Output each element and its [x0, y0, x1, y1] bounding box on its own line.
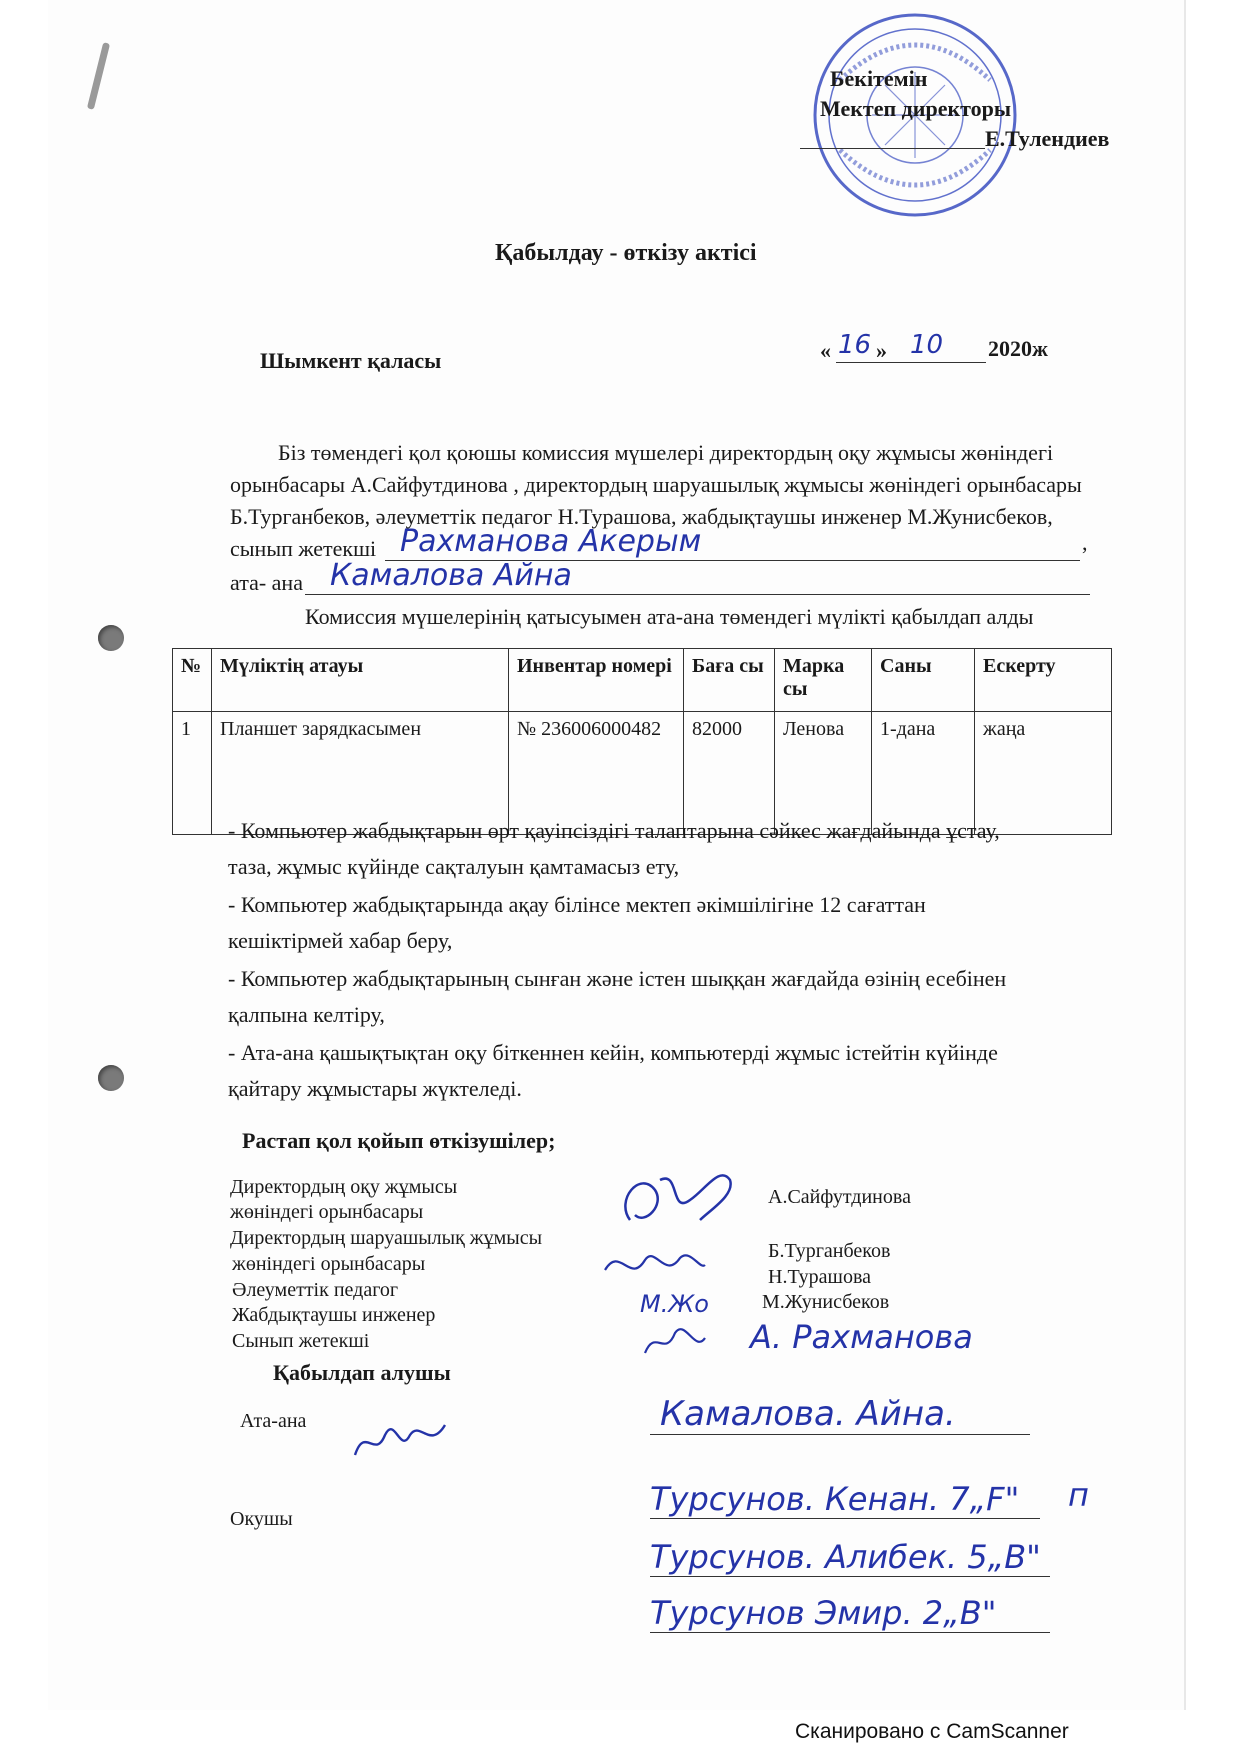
duty-line-4: кешіктірмей хабар беру, — [228, 928, 453, 953]
date-underline — [836, 362, 986, 363]
cell-number: 1 — [173, 712, 212, 835]
signature-parent — [350, 1410, 450, 1470]
signature-class-teacher: А. Рахманова — [750, 1318, 973, 1356]
cell-brand: Ленова — [775, 712, 872, 835]
intro-line-3: Б.Турганбеков, әлеуметтік педагог Н.Турашова, жабдықтаушы инженер М.Жунисбеков, — [230, 504, 1053, 529]
parent-role: Ата-ана — [240, 1410, 307, 1432]
parent-name-line — [650, 1434, 1030, 1435]
approval-line-1: Бекітемін — [830, 66, 928, 91]
header-name: Мүліктің атауы — [212, 649, 509, 712]
duty-line-5: - Компьютер жабдықтарының сынған және істен шыққан жағдайда өзінің есебінен — [228, 966, 1007, 991]
header-number: № — [173, 649, 212, 712]
duty-line-8: қайтару жұмыстары жүктеледі. — [228, 1076, 522, 1101]
role-1: Директордың оқу жұмысы — [230, 1176, 458, 1198]
class-teacher-handwritten: Рахманова Акерым — [400, 524, 702, 559]
parent-handwritten: Камалова Айна — [330, 558, 572, 593]
header-price: Баға сы — [684, 649, 775, 712]
signature-turganbekov — [600, 1240, 710, 1290]
property-table — [172, 648, 1112, 835]
cell-quantity: 1-дана — [872, 712, 975, 835]
header-note: Ескерту — [975, 649, 1112, 712]
signer-name-2: Б.Турганбеков — [768, 1240, 891, 1262]
signature-turashova — [640, 1318, 710, 1368]
role-2: жөніндегі орынбасары — [230, 1201, 424, 1223]
cell-name: Планшет зарядкасымен — [212, 712, 509, 835]
student-role: Окушы — [230, 1508, 293, 1530]
role-5: Әлеуметтік педагог — [232, 1279, 399, 1301]
role-4: жөніндегі орынбасары — [232, 1253, 426, 1275]
student-line-3 — [650, 1632, 1050, 1633]
date-open-quote: « — [820, 338, 831, 363]
approval-line-2: Мектеп директоры — [820, 96, 1012, 121]
approval-signature-line — [800, 148, 985, 149]
date-close-quote: » — [876, 338, 887, 363]
role-6: Жабдықтаушы инженер — [232, 1304, 436, 1326]
punch-hole-bottom — [98, 1065, 124, 1091]
class-teacher-label: сынып жетекші — [230, 536, 377, 561]
city: Шымкент қаласы — [260, 348, 442, 373]
receiver-heading: Қабылдап алушы — [273, 1360, 451, 1385]
student-line-2 — [650, 1576, 1050, 1577]
approval-director-name: Е.Тулендиев — [985, 126, 1110, 151]
header-brand: Марка сы — [775, 649, 872, 712]
role-3: Директордың шаруашылық жұмысы — [230, 1227, 543, 1249]
cell-note: жаңа — [975, 712, 1112, 835]
class-teacher-comma: , — [1082, 530, 1088, 555]
cell-inventory: № 236006000482 — [509, 712, 684, 835]
lead-text: Комиссия мүшелерінің қатысуымен ата-ана төмендегі мүлікті қабылдап алды — [305, 604, 1034, 629]
parent-label: ата- ана — [230, 570, 303, 595]
intro-line-1: Біз төмендегі қол қоюшы комиссия мүшелері директордың оқу жұмысы жөніндегі — [278, 440, 1054, 465]
date-month: 10 — [910, 330, 944, 360]
table-header-row — [173, 649, 1112, 712]
signature-saifutdinova — [610, 1160, 750, 1240]
signer-name-3: Н.Турашова — [768, 1266, 871, 1288]
intro-line-2: орынбасары А.Сайфутдинова , директордың шаруашылық жұмысы жөніндегі орынбасары — [230, 472, 1082, 497]
duty-line-3: - Компьютер жабдықтарында ақау білінсе мектеп әкімшілігіне 12 сағаттан — [228, 892, 926, 917]
cell-price: 82000 — [684, 712, 775, 835]
signer-name-4: М.Жунисбеков — [762, 1291, 890, 1313]
margin-mark: п — [1068, 1476, 1089, 1514]
scanner-footer: Сканировано с CamScanner — [795, 1720, 1069, 1743]
student-line-1 — [650, 1518, 1040, 1519]
header-quantity: Саны — [872, 649, 975, 712]
signers-heading: Растап қол қойып өткізушілер; — [242, 1128, 556, 1153]
student-name-1: Турсунов. Кенан. 7„F" — [650, 1480, 1020, 1518]
date-year: 2020ж — [988, 336, 1048, 361]
parent-line — [305, 594, 1090, 595]
duty-line-1: - Компьютер жабдықтарын өрт қауіпсіздігі талаптарына сәйкес жағдайында ұстау, — [228, 818, 1000, 843]
punch-hole-top — [98, 625, 124, 651]
document-title: Қабылдау - өткізу актісі — [495, 240, 757, 266]
student-name-3: Турсунов Эмир. 2„В" — [650, 1594, 997, 1632]
signer-name-1: А.Сайфутдинова — [768, 1186, 911, 1208]
student-name-2: Турсунов. Алибек. 5„В" — [650, 1538, 1041, 1576]
duty-line-2: таза, жұмыс күйінде сақталуын қамтамасыз ету, — [228, 854, 680, 879]
parent-name-handwritten: Камалова. Айна. — [660, 1394, 956, 1434]
date-day: 16 — [838, 330, 872, 360]
role-7: Сынып жетекші — [232, 1330, 370, 1352]
duty-line-7: - Ата-ана қашықтықтан оқу біткеннен кейін, компьютерді жұмыс істейтін күйінде — [228, 1040, 998, 1065]
table-row — [173, 712, 1112, 835]
header-inventory: Инвентар номері — [509, 649, 684, 712]
signature-zhunisbekov: М.Жо — [640, 1290, 709, 1318]
duty-line-6: қалпына келтіру, — [228, 1002, 385, 1027]
